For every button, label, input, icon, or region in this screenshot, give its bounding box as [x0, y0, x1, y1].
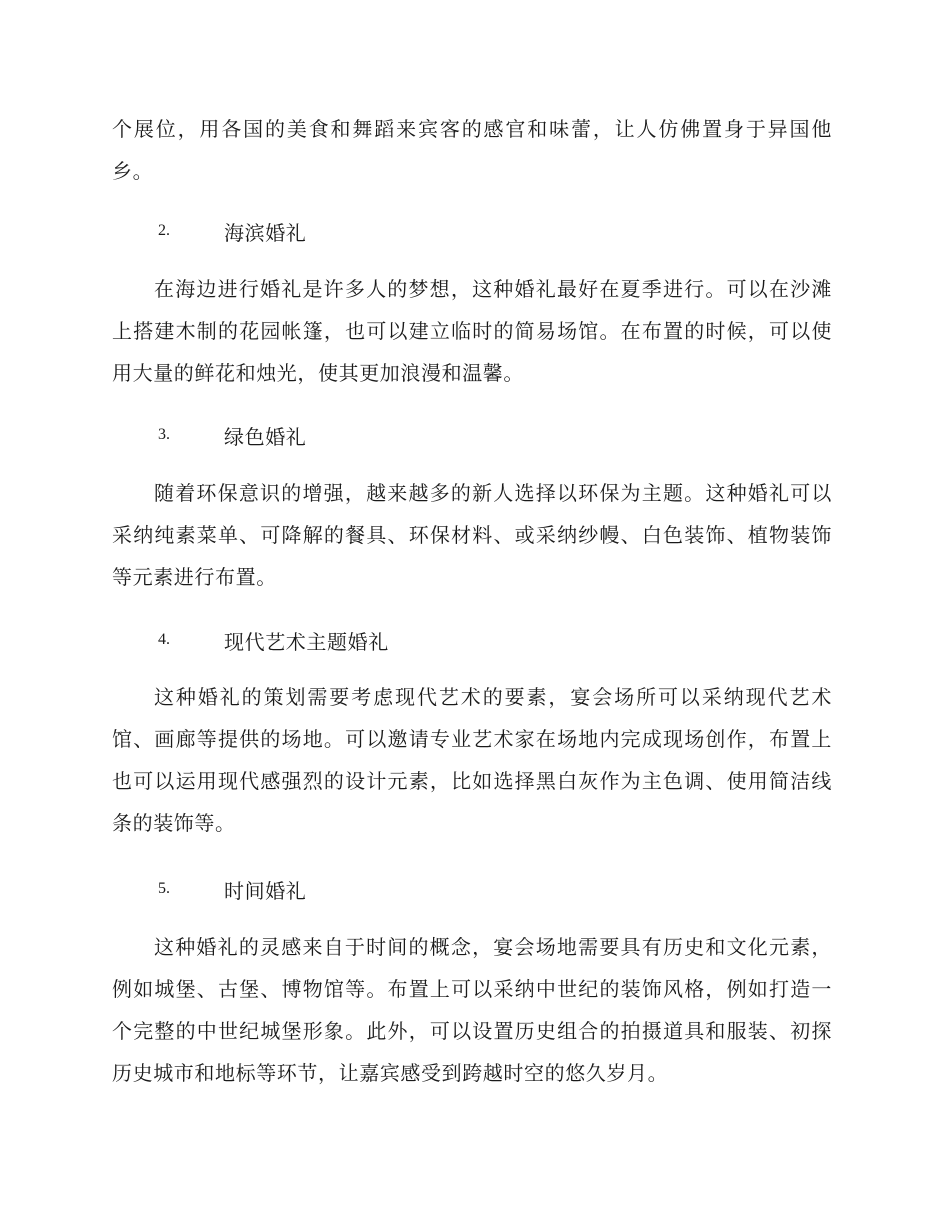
section-title: 时间婚礼 — [224, 878, 307, 903]
section-title: 绿色婚礼 — [224, 424, 307, 449]
section-heading-3 — [158, 415, 306, 455]
section-title: 现代艺术主题婚礼 — [224, 629, 389, 654]
section-heading-4 — [158, 620, 389, 660]
section-heading-2 — [158, 211, 306, 251]
section-body-2: 在海边进行婚礼是许多人的梦想，这种婚礼最好在夏季进行。可以在沙滩上搭建木制的花园帐篷，也可以建立临时的简易场馆。在布置的时候，可以使用大量的鲜花和烛光，使其更加浪漫和温馨。 — [112, 277, 832, 385]
section-number: 3. — [158, 426, 170, 443]
section-heading-5 — [158, 869, 306, 909]
section-body-4: 这种婚礼的策划需要考虑现代艺术的要素，宴会场所可以采纳现代艺术馆、画廊等提供的场地。可以邀请专业艺术家在场地内完成现场创作，布置上也可以运用现代感强烈的设计元素，比如选择黑白灰作为主色调、使用简洁线条的装饰等。 — [112, 685, 832, 835]
section-number: 5. — [158, 880, 170, 897]
section-body-3: 随着环保意识的增强，越来越多的新人选择以环保为主题。这种婚礼可以采纳纯素菜单、可降解的餐具、环保材料、或采纳纱幔、白色装饰、植物装饰等元素进行布置。 — [112, 481, 832, 589]
section-title: 海滨婚礼 — [224, 220, 307, 245]
section-number: 4. — [158, 631, 170, 648]
section-number: 2. — [158, 222, 170, 239]
section-body-5: 这种婚礼的灵感来自于时间的概念，宴会场地需要具有历史和文化元素，例如城堡、古堡、博物馆等。布置上可以采纳中世纪的装饰风格，例如打造一个完整的中世纪城堡形象。此外，可以设置历史组合的拍摄道具和服装、初探历史城市和地标等环节，让嘉宾感受到跨越时空的悠久岁月。 — [112, 935, 832, 1085]
intro-continuation-paragraph: 个展位，用各国的美食和舞蹈来宾客的感官和味蕾，让人仿佛置身于异国他乡。 — [112, 117, 832, 183]
